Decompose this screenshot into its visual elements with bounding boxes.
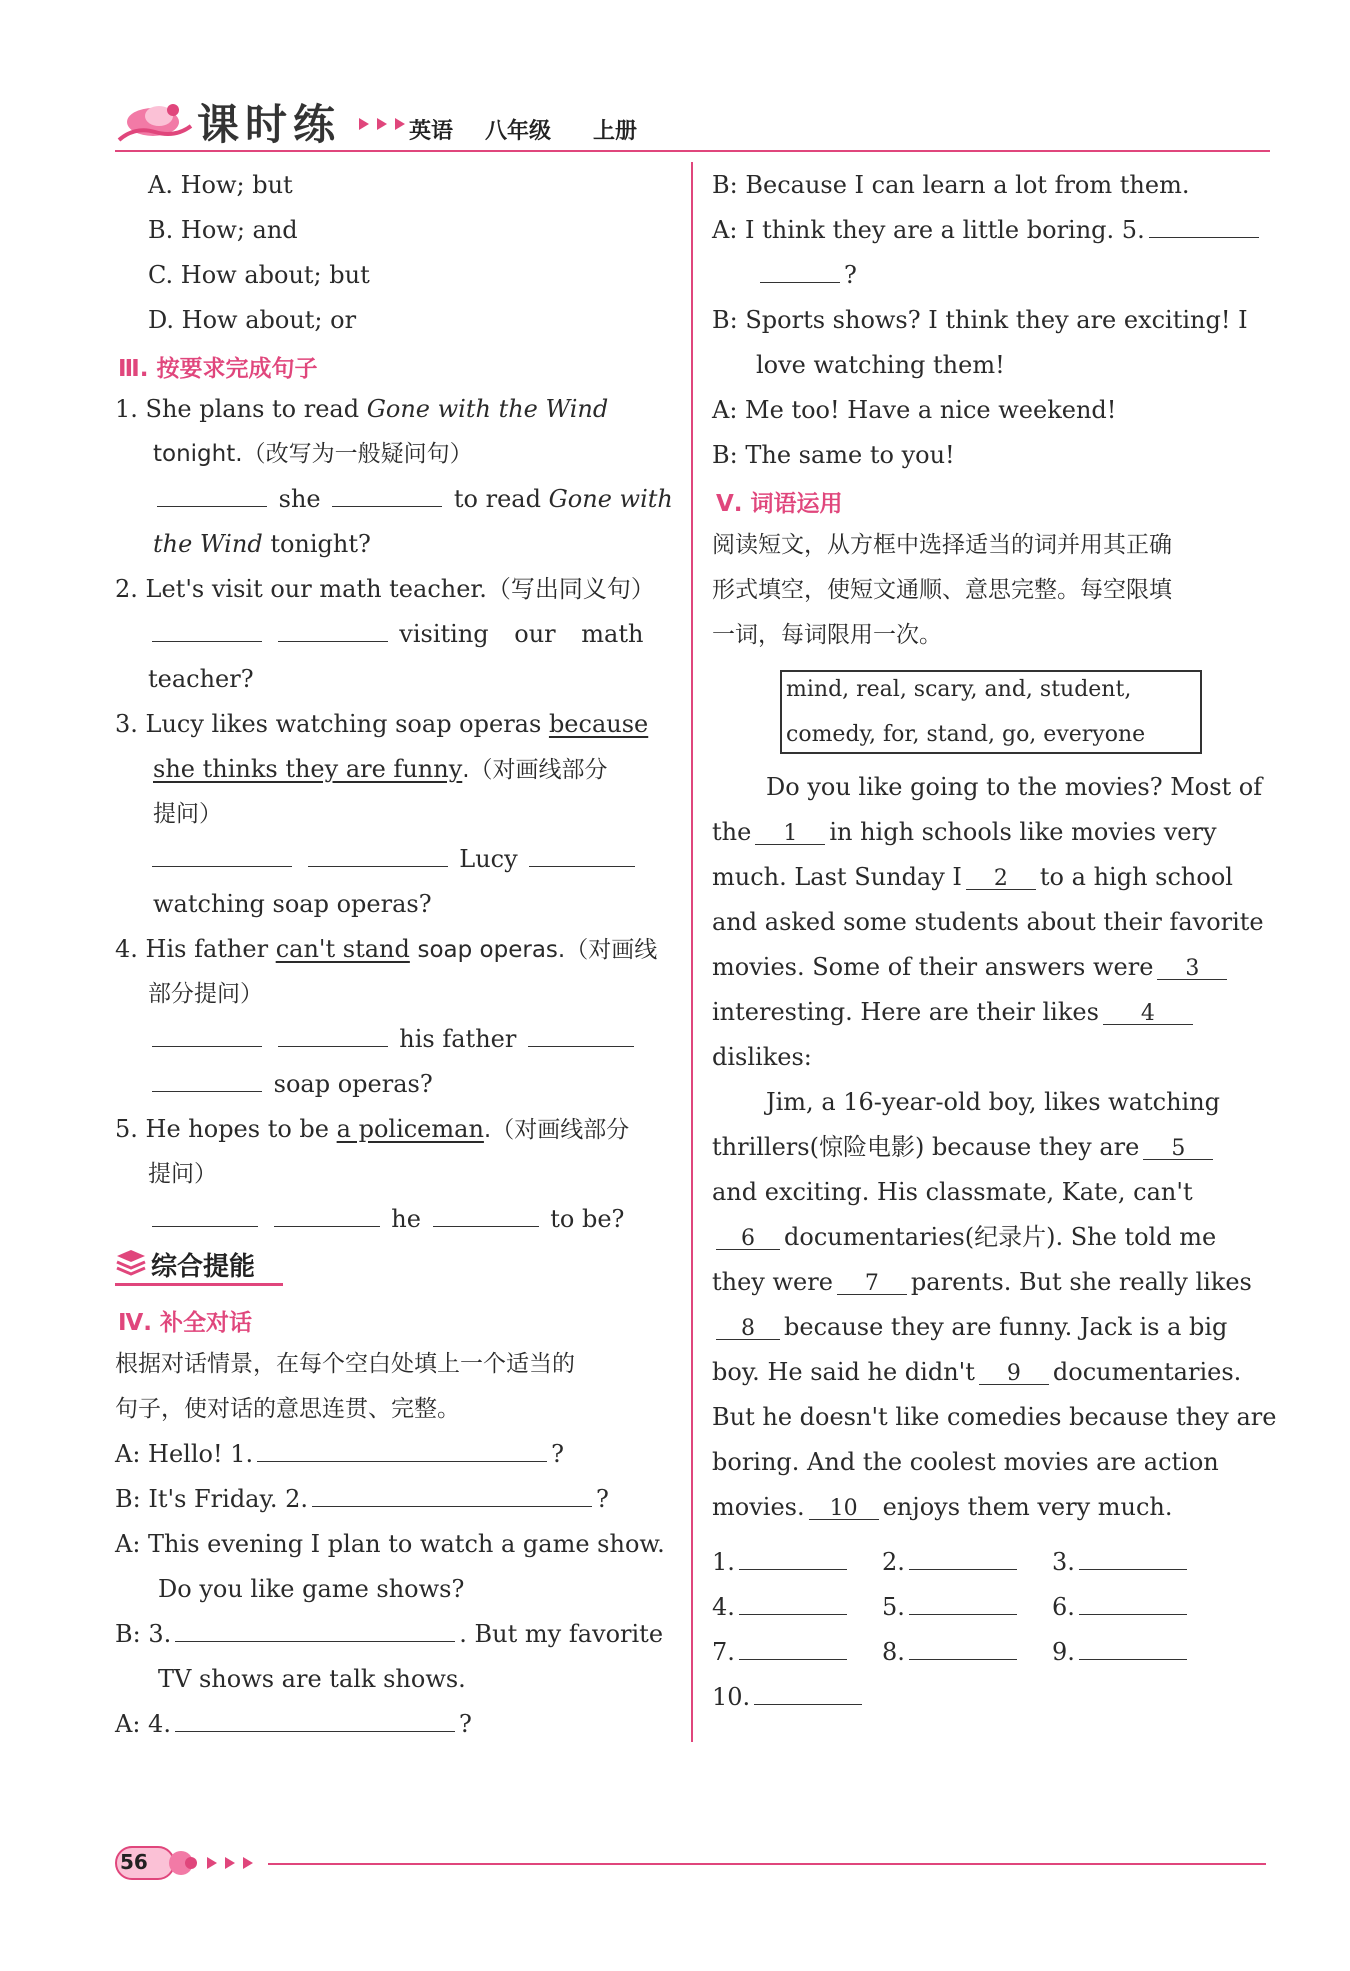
word-box-line-1: mind, real, scary, and, student,: [786, 677, 1132, 702]
answer-blank[interactable]: [175, 1709, 455, 1732]
answer-blank[interactable]: [278, 619, 388, 642]
dialog-line-4: Do you like game shows?: [158, 1575, 465, 1603]
q3-line5: watching soap operas?: [153, 890, 432, 918]
book-stack-icon: [115, 1248, 147, 1278]
answer-item: 1.: [712, 1547, 851, 1577]
q2-line2: visiting our math: [148, 619, 643, 649]
word-box-line-2: comedy, for, stand, go, everyone: [786, 722, 1146, 747]
answer-blank[interactable]: [257, 1439, 547, 1462]
answer-blank[interactable]: [529, 844, 635, 867]
answer-blank[interactable]: 8: [716, 1317, 780, 1340]
banner-label: 综合提能: [151, 1252, 256, 1282]
answer-blank[interactable]: [312, 1484, 592, 1507]
answer-blank[interactable]: [152, 1069, 262, 1092]
answer-item: 4.: [712, 1592, 851, 1622]
passage-line: Jim, a 16-year-old boy, likes watching: [766, 1088, 1221, 1116]
answer-blank[interactable]: [278, 1024, 388, 1047]
answer-blank[interactable]: [157, 484, 267, 507]
passage-line: boring. And the coolest movies are action: [712, 1448, 1219, 1476]
section-5-title: Ⅴ. 词语运用: [716, 491, 843, 517]
passage-line: much. Last Sunday I 2 to a high school: [712, 863, 1233, 891]
passage-line: 6 documentaries(纪录片). She told me: [712, 1222, 1216, 1252]
answer-blank[interactable]: [433, 1204, 539, 1227]
q3-line4: Lucy: [148, 844, 639, 874]
q3-line2: she thinks they are funny.（对画线部分: [153, 755, 608, 783]
q5-line1: 5. He hopes to be a policeman.（对画线部分: [115, 1115, 630, 1143]
section-5-instruction-2: 形式填空，使短文通顺、意思完整。每空限填: [712, 577, 1172, 603]
dialog-line-6: TV shows are talk shows.: [158, 1665, 466, 1693]
dialog-line-8: B: Because I can learn a lot from them.: [712, 171, 1190, 199]
q3-line3: 提问）: [153, 801, 222, 827]
answer-blank[interactable]: [175, 1619, 455, 1642]
passage-line: thrillers(惊险电影) because they are 5: [712, 1132, 1217, 1162]
dialog-line-9: A: I think they are a little boring. 5.: [712, 215, 1263, 245]
series-title: 课时练: [197, 100, 342, 149]
logo-icon: [115, 96, 195, 148]
q2-line3: teacher?: [148, 665, 254, 693]
banner-underline: [115, 1283, 283, 1286]
answer-blank[interactable]: [739, 1547, 847, 1570]
answer-item: 9.: [1052, 1637, 1191, 1667]
answer-blank[interactable]: 5: [1143, 1137, 1213, 1160]
option-d: D. How about; or: [148, 306, 357, 334]
answer-item: 7.: [712, 1637, 851, 1667]
passage-line: dislikes:: [712, 1043, 812, 1071]
passage-line: the 1 in high schools like movies very: [712, 818, 1217, 846]
dialog-line-7: A: 4. ?: [115, 1710, 472, 1738]
answer-blank[interactable]: 1: [755, 822, 825, 845]
section-5-instruction-1: 阅读短文，从方框中选择适当的词并用其正确: [712, 532, 1172, 558]
section-4-instruction-2: 句子，使对话的意思连贯、完整。: [115, 1396, 460, 1422]
answer-blank[interactable]: [274, 1204, 380, 1227]
answer-item: 10.: [712, 1682, 866, 1712]
dialog-line-2: B: It's Friday. 2. ?: [115, 1485, 609, 1513]
answer-item: 2.: [882, 1547, 1021, 1577]
section-5-instruction-3: 一词，每词限用一次。: [712, 622, 942, 648]
answer-blank[interactable]: [739, 1637, 847, 1660]
dialog-line-12: love watching them!: [756, 351, 1005, 379]
page-number: 56: [120, 1850, 148, 1874]
answer-item: 5.: [882, 1592, 1021, 1622]
q4-line2: 部分提问）: [148, 981, 263, 1007]
q5-line3: he to be?: [148, 1204, 624, 1234]
answer-item: 6.: [1052, 1592, 1191, 1622]
q1-line2: tonight.（改写为一般疑问句）: [153, 441, 473, 467]
q4-line4: soap operas?: [148, 1069, 433, 1099]
column-divider: [691, 162, 693, 1742]
answer-blank[interactable]: 7: [837, 1272, 907, 1295]
dialog-line-11: B: Sports shows? I think they are exciting! I: [712, 306, 1248, 334]
q4-line3: his father: [148, 1024, 638, 1054]
answer-item: 3.: [1052, 1547, 1191, 1577]
answer-blank[interactable]: [909, 1592, 1017, 1615]
answer-blank[interactable]: [909, 1637, 1017, 1660]
passage-line: boy. He said he didn't 9 documentaries.: [712, 1358, 1242, 1386]
answer-blank[interactable]: [152, 1204, 258, 1227]
q2-line1: 2. Let's visit our math teacher.（写出同义句）: [115, 575, 655, 603]
volume-label: 上册: [593, 119, 638, 144]
answer-blank[interactable]: [754, 1682, 862, 1705]
passage-line: movies. Some of their answers were 3: [712, 952, 1231, 982]
passage-line: and exciting. His classmate, Kate, can't: [712, 1178, 1193, 1206]
answer-blank[interactable]: [1079, 1637, 1187, 1660]
passage-line: they were 7 parents. But she really likes: [712, 1268, 1252, 1296]
answer-blank[interactable]: [528, 1024, 634, 1047]
answer-blank[interactable]: [1079, 1547, 1187, 1570]
dialog-line-3: A: This evening I plan to watch a game show.: [115, 1530, 665, 1558]
q1-line3: she to read Gone with: [153, 484, 673, 514]
arrow-dots-icon: [357, 114, 417, 134]
subject-label: 英语: [409, 119, 454, 144]
answer-blank[interactable]: 6: [716, 1227, 780, 1250]
passage-line: 8 because they are funny. Jack is a big: [712, 1312, 1227, 1342]
section-4-instruction-1: 根据对话情景，在每个空白处填上一个适当的: [115, 1351, 575, 1377]
answer-blank[interactable]: 10: [809, 1497, 879, 1520]
option-b: B. How; and: [148, 216, 298, 244]
passage-line: But he doesn't like comedies because they are: [712, 1403, 1277, 1431]
passage-line: movies. 10 enjoys them very much.: [712, 1493, 1173, 1521]
q4-line1: 4. His father can't stand soap operas.（对画线: [115, 935, 658, 963]
option-c: C. How about; but: [148, 261, 370, 289]
answer-blank[interactable]: [909, 1547, 1017, 1570]
answer-blank[interactable]: [739, 1592, 847, 1615]
answer-blank[interactable]: [1149, 215, 1259, 238]
section-3-title: Ⅲ. 按要求完成句子: [118, 356, 318, 382]
answer-blank[interactable]: 3: [1157, 957, 1227, 980]
answer-item: 8.: [882, 1637, 1021, 1667]
header: [115, 90, 1270, 154]
grade-label: 八年级: [485, 119, 552, 144]
dialog-line-5: B: 3. . But my favorite: [115, 1620, 664, 1648]
answer-blank[interactable]: [308, 844, 448, 867]
answer-blank[interactable]: 4: [1103, 1002, 1193, 1025]
answer-blank[interactable]: [152, 844, 292, 867]
q1-line1: 1. She plans to read Gone with the Wind: [115, 395, 609, 423]
answer-blank[interactable]: 9: [979, 1362, 1049, 1385]
option-a: A. How; but: [148, 171, 293, 199]
header-divider: [115, 150, 1270, 152]
answer-blank[interactable]: [152, 1024, 262, 1047]
q1-line4: the Wind tonight?: [153, 530, 371, 558]
passage-line: Do you like going to the movies? Most of: [766, 773, 1263, 801]
answer-blank[interactable]: [152, 619, 262, 642]
answer-blank[interactable]: [760, 260, 840, 283]
footer-divider: [268, 1863, 1266, 1865]
q3-line1: 3. Lucy likes watching soap operas because: [115, 710, 649, 738]
dialog-line-13: A: Me too! Have a nice weekend!: [712, 396, 1117, 424]
q5-line2: 提问）: [148, 1161, 217, 1187]
answer-blank[interactable]: [1079, 1592, 1187, 1615]
dialog-line-14: B: The same to you!: [712, 441, 955, 469]
arrow-dots-icon: [205, 1853, 265, 1873]
passage-line: interesting. Here are their likes 4: [712, 997, 1197, 1027]
answer-blank[interactable]: [332, 484, 442, 507]
answer-blank[interactable]: 2: [966, 867, 1036, 890]
dialog-line-10: ?: [756, 260, 857, 290]
section-banner: [115, 1242, 285, 1286]
section-4-title: Ⅳ. 补全对话: [118, 1310, 253, 1336]
dialog-line-1: A: Hello! 1. ?: [115, 1440, 565, 1468]
passage-line: and asked some students about their favorite: [712, 908, 1264, 936]
